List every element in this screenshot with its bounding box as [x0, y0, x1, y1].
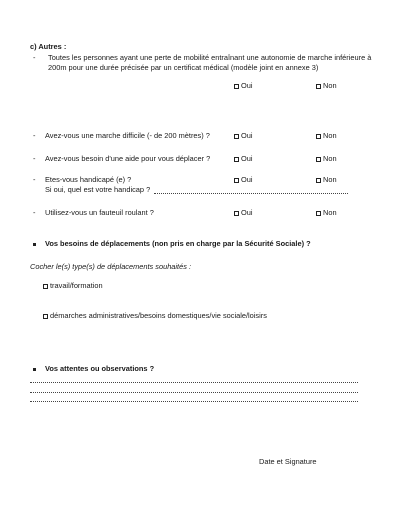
intro-oui-option[interactable] [234, 81, 253, 90]
checkbox-icon [234, 157, 239, 162]
intro-dash: - [33, 53, 36, 62]
besoins-title: Vos besoins de déplacements (non pris en charge par la Sécurité Sociale) ? [45, 239, 311, 248]
oui-label: Oui [241, 154, 253, 163]
option-label: travail/formation [50, 281, 103, 290]
intro-line-1: Toutes les personnes ayant une perte de mobilité entraînant une autonomie de marche inférieure à [48, 53, 372, 62]
observations-line-3[interactable] [30, 401, 358, 402]
oui-label: Oui [241, 208, 253, 217]
intro-line-2: 200m pour une durée précisée par un certificat médical (modèle joint en annexe 3) [48, 63, 319, 72]
question-3-text: Etes-vous handicapé (e) ? [45, 175, 132, 184]
checkbox-icon [234, 134, 239, 139]
option-demarches[interactable] [43, 311, 267, 320]
question-2-dash: - [33, 154, 36, 163]
question-4-text: Utilisez-vous un fauteuil roulant ? [45, 208, 154, 217]
oui-label: Oui [241, 81, 253, 90]
non-label: Non [323, 131, 337, 140]
signature-label: Date et Signature [259, 457, 317, 466]
checkbox-icon [316, 211, 321, 216]
question-4-dash: - [33, 208, 36, 217]
question-4-non-option[interactable] [316, 208, 337, 217]
question-3-oui-option[interactable] [234, 175, 253, 184]
non-label: Non [323, 154, 337, 163]
checkbox-icon [316, 84, 321, 89]
non-label: Non [323, 208, 337, 217]
besoins-instruction: Cocher le(s) type(s) de déplacements souhaités : [30, 262, 192, 271]
intro-non-option[interactable] [316, 81, 337, 90]
checkbox-icon [234, 211, 239, 216]
handicap-answer-line[interactable] [154, 193, 348, 194]
checkbox-icon [234, 84, 239, 89]
attentes-title: Vos attentes ou observations ? [45, 364, 155, 373]
question-3-dash: - [33, 175, 36, 184]
oui-label: Oui [241, 175, 253, 184]
non-label: Non [323, 175, 337, 184]
question-1-dash: - [33, 131, 36, 140]
observations-line-2[interactable] [30, 392, 358, 393]
question-3-followup: Si oui, quel est votre handicap ? [45, 185, 151, 194]
question-1-non-option[interactable] [316, 131, 337, 140]
checkbox-icon [43, 314, 48, 319]
checkbox-icon [316, 178, 321, 183]
checkbox-icon [43, 284, 48, 289]
question-1-text: Avez-vous une marche difficile (- de 200 mètres) ? [45, 131, 210, 140]
question-2-oui-option[interactable] [234, 154, 253, 163]
question-1-oui-option[interactable] [234, 131, 253, 140]
question-2-non-option[interactable] [316, 154, 337, 163]
option-travail-formation[interactable] [43, 281, 103, 290]
checkbox-icon [316, 157, 321, 162]
besoins-bullet-icon [33, 243, 36, 246]
oui-label: Oui [241, 131, 253, 140]
section-c-heading: c) Autres : [30, 42, 67, 51]
checkbox-icon [316, 134, 321, 139]
observations-line-1[interactable] [30, 382, 358, 383]
non-label: Non [323, 81, 337, 90]
checkbox-icon [234, 178, 239, 183]
question-2-text: Avez-vous besoin d'une aide pour vous déplacer ? [45, 154, 211, 163]
question-3-non-option[interactable] [316, 175, 337, 184]
attentes-bullet-icon [33, 368, 36, 371]
question-4-oui-option[interactable] [234, 208, 253, 217]
option-label: démarches administratives/besoins domestiques/vie sociale/loisirs [50, 311, 267, 320]
